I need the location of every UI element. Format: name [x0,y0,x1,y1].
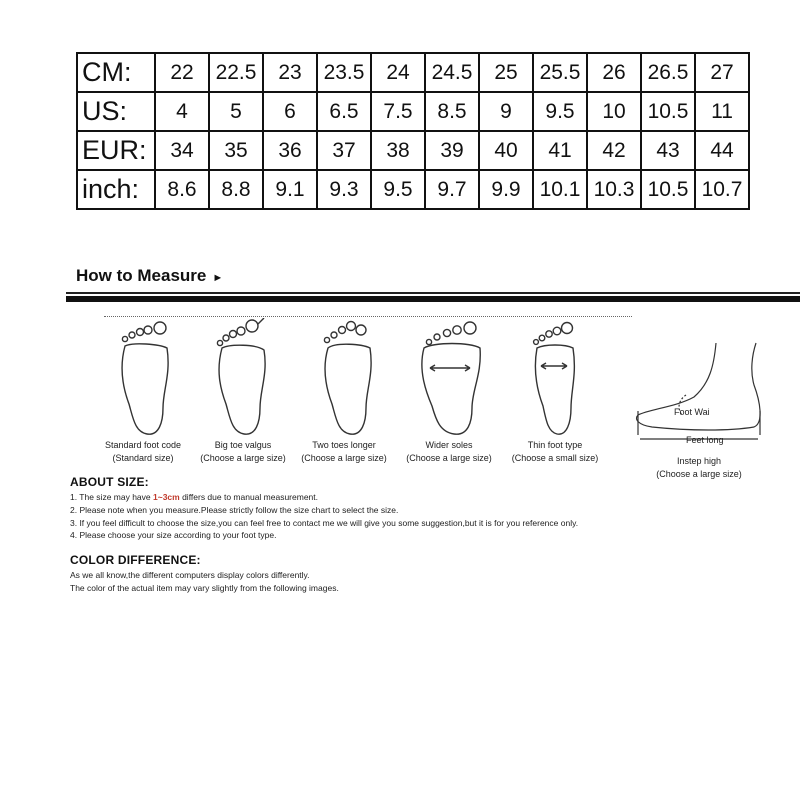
side-view-caption: Instep high (Choose a large size) [656,456,742,479]
size-cell: 44 [695,131,749,170]
size-row [77,131,749,170]
size-cell: 10.5 [641,170,695,209]
size-cell: 7.5 [371,92,425,131]
play-arrow-icon: ► [212,272,224,284]
size-cell: 24 [371,53,425,92]
size-row [77,92,749,131]
about-size-heading: ABOUT SIZE: [70,475,149,489]
size-cell: 43 [641,131,695,170]
wider-soles-foot-icon [410,318,500,438]
size-cell: 23 [263,53,317,92]
size-cell: 4 [155,92,209,131]
size-cell: 23.5 [317,53,371,92]
color-difference-line-1: As we all know,the different computers display colors differently. [70,570,310,580]
size-row-label: inch: [77,170,155,209]
size-cell: 25 [479,53,533,92]
size-cell: 25.5 [533,53,587,92]
how-to-measure-title [76,266,223,286]
size-row [77,53,749,92]
size-row [77,170,749,209]
size-cell: 10.3 [587,170,641,209]
standard-foot-icon [103,318,193,438]
how-to-measure-label: How to Measure [76,266,207,285]
size-row-label: CM: [77,53,155,92]
size-cell: 26.5 [641,53,695,92]
about-size-line-2: 2. Please note when you measure.Please strictly follow the size chart to select the size. [70,505,399,515]
foot-wai-label: Foot Wai [674,407,710,417]
foot-caption-wider-soles: Wider soles (Choose a large size) [406,440,492,463]
size-deviation-highlight: 1~3cm [153,492,180,502]
size-cell: 9.7 [425,170,479,209]
size-cell: 11 [695,92,749,131]
size-cell: 42 [587,131,641,170]
foot-caption-two-toes: Two toes longer (Choose a large size) [301,440,387,463]
size-cell: 35 [209,131,263,170]
color-difference-line-2: The color of the actual item may vary slightly from the following images. [70,583,339,593]
divider-thick [66,296,800,302]
size-cell: 8.6 [155,170,209,209]
size-cell: 10.1 [533,170,587,209]
color-difference-heading: COLOR DIFFERENCE: [70,553,201,567]
size-cell: 38 [371,131,425,170]
size-cell: 9.5 [533,92,587,131]
feet-long-label: Feet long [686,435,724,445]
size-cell: 9.9 [479,170,533,209]
size-cell: 5 [209,92,263,131]
size-cell: 9 [479,92,533,131]
two-toes-longer-foot-icon [306,318,396,438]
size-cell: 9.3 [317,170,371,209]
size-cell: 22 [155,53,209,92]
big-toe-valgus-foot-icon [202,318,292,438]
size-cell: 34 [155,131,209,170]
about-size-line-3: 3. If you feel difficult to choose the size,you can feel free to contact me we will give you some suggestion,but it is for you reference only. [70,518,579,528]
size-cell: 40 [479,131,533,170]
size-cell: 8.8 [209,170,263,209]
about-size-line-1: 1. The size may have 1~3cm differs due to manual measurement. [70,492,318,502]
dotted-guide-line [104,316,632,317]
size-cell: 6.5 [317,92,371,131]
size-cell: 10 [587,92,641,131]
foot-caption-big-toe: Big toe valgus (Choose a large size) [200,440,286,463]
size-row-label: EUR: [77,131,155,170]
size-cell: 24.5 [425,53,479,92]
divider-thin [66,292,800,294]
foot-side-view-icon [630,335,770,455]
size-chart-table [76,52,750,210]
foot-caption-thin: Thin foot type (Choose a small size) [511,440,599,463]
size-cell: 22.5 [209,53,263,92]
size-cell: 8.5 [425,92,479,131]
size-cell: 36 [263,131,317,170]
size-cell: 39 [425,131,479,170]
size-cell: 10.5 [641,92,695,131]
size-cell: 9.1 [263,170,317,209]
size-cell: 10.7 [695,170,749,209]
size-cell: 6 [263,92,317,131]
size-cell: 26 [587,53,641,92]
thin-foot-icon [515,318,605,438]
size-cell: 37 [317,131,371,170]
size-cell: 27 [695,53,749,92]
foot-caption-standard: Standard foot code (Standard size) [104,440,182,463]
size-cell: 9.5 [371,170,425,209]
size-row-label: US: [77,92,155,131]
size-cell: 41 [533,131,587,170]
about-size-line-4: 4. Please choose your size according to your foot type. [70,530,277,540]
